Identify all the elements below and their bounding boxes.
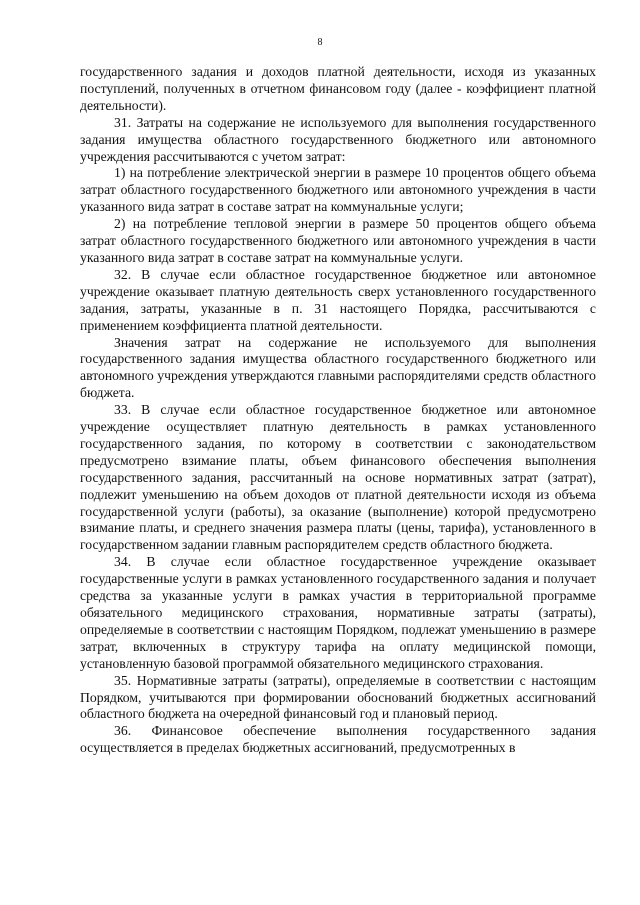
document-body bbox=[80, 64, 596, 757]
paragraph-31-item-1: 1) на потребление электрической энергии в размере 10 процентов общего объема затрат областного государственного бюджетного или автономного учреждения в части указанного вида затрат в составе затрат на коммунальные услуги; bbox=[80, 165, 596, 215]
paragraph-34: 34. В случае если областное государственное учреждение оказывает государственные услуги в рамках установленного государственного задания и получает средства за указанные услуги в рамках участия в территориальной программе обязательного медицинского страхования, нормативные затраты (затраты), определяемые в соответствии с настоящим Порядком, подлежат уменьшению в размере затрат, включенных в структуру тарифа на оплату медицинской помощи, установленную базовой программой обязательного медицинского страхования. bbox=[80, 554, 596, 671]
paragraph-32: 32. В случае если областное государственное бюджетное или автономное учреждение оказывает платную деятельность сверх установленного государственного задания, затраты, указанные в п. 31 настоящего Порядка, рассчитываются с применением коэффициента платной деятельности. bbox=[80, 266, 596, 333]
paragraph-32-values: Значения затрат на содержание не используемого для выполнения государственного задания имущества областного государственного бюджетного или автономного учреждения утверждаются главными распорядителями средств областного бюджета. bbox=[80, 334, 596, 401]
page-number: 8 bbox=[317, 37, 323, 48]
paragraph-continuation: государственного задания и доходов платной деятельности, исходя из указанных поступлений, полученных в отчетном финансовом году (далее - коэффициент платной деятельности). bbox=[80, 64, 596, 113]
paragraph-33: 33. В случае если областное государственное бюджетное или автономное учреждение осуществляет платную деятельность в рамках установленного государственного задания, по которому в соответствии с законодательством предусмотрено взимание платы, объем финансового обеспечения выполнения государственного задания, рассчитанный на основе нормативных затрат (затрат), подлежит уменьшению на объем доходов от платной деятельности исходя из объема государственной услуги (работы), за оказание (выполнение) которой предусмотрено взимание платы, и среднего значения размера платы (цены, тарифа), установленного в государственном задании главным распорядителем средств областного бюджета. bbox=[80, 402, 596, 553]
paragraph-35: 35. Нормативные затраты (затраты), определяемые в соответствии с настоящим Порядком, учитываются при формировании обоснований бюджетных ассигнований областного бюджета на очередной финансовый год и плановый период. bbox=[80, 672, 596, 722]
paragraph-36: 36. Финансовое обеспечение выполнения государственного задания осуществляется в пределах бюджетных ассигнований, предусмотренных в bbox=[80, 723, 596, 756]
paragraph-31: 31. Затраты на содержание не используемого для выполнения государственного задания имущества областного государственного бюджетного или автономного учреждения рассчитываются с учетом затрат: bbox=[80, 114, 596, 164]
paragraph-31-item-2: 2) на потребление тепловой энергии в размере 50 процентов общего объема затрат областного государственного бюджетного или автономного учреждения в части указанного вида затрат в составе затрат на коммунальные услуги. bbox=[80, 216, 596, 265]
